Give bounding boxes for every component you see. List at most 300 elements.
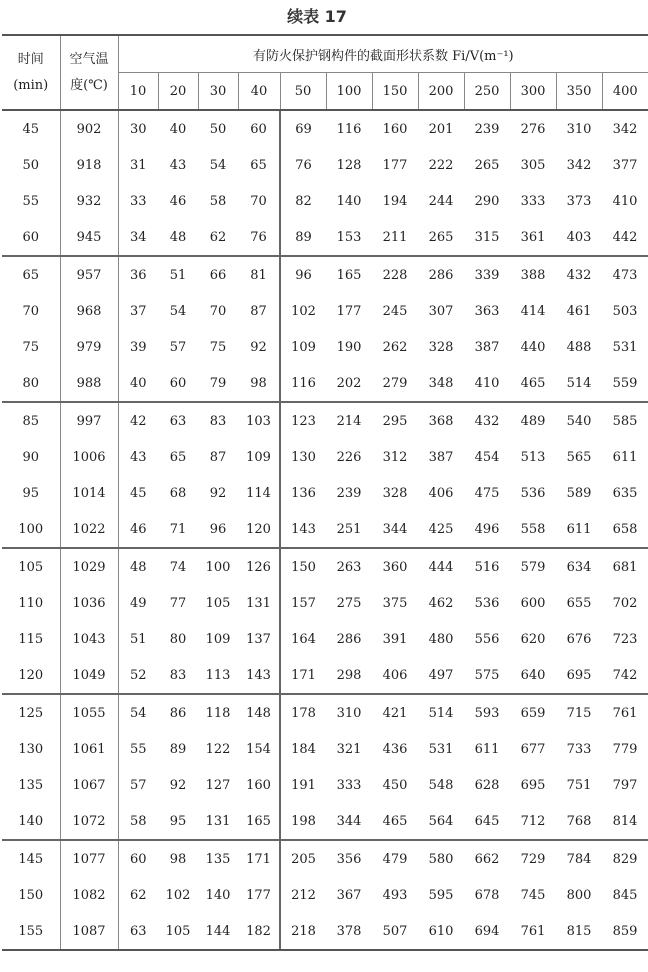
steel-temperature-cell: 360 [382,559,408,575]
steel-temperature-cell: 76 [295,157,312,173]
steel-temperature-cell: 83 [209,413,227,429]
steel-temperature-cell: 251 [326,511,372,548]
time-cell: 145 [2,840,60,877]
air-temperature-cell: 957 [60,256,118,293]
steel-temperature-cell: 178 [291,705,316,721]
air-temperature-cell: 1077 [60,840,118,877]
steel-temperature-cell: 564 [418,803,464,840]
steel-temperature-cell: 425 [418,511,464,548]
time-cell: 135 [2,767,60,803]
air-temperature-cell: 945 [60,219,118,256]
steel-temperature-cell: 89 [169,741,187,757]
column-header: 300 [510,73,556,111]
steel-temperature-cell: 589 [566,485,592,501]
steel-temperature-cell: 40 [118,365,158,402]
steel-temperature-cell: 859 [602,913,648,950]
steel-temperature-cell: 262 [382,339,408,355]
steel-temperature-cell: 96 [295,267,312,283]
steel-temperature-cell: 797 [612,777,638,793]
steel-temperature-cell: 265 [474,157,500,173]
steel-temperature-cell: 600 [520,595,546,611]
air-temperature-cell: 1022 [60,511,118,548]
air-temperature-cell: 918 [60,147,118,183]
steel-temperature-cell: 87 [238,293,280,329]
steel-temperature-cell: 558 [510,511,556,548]
steel-temperature-cell: 60 [129,851,147,867]
temperature-label-1: 空气温 [69,51,109,67]
steel-temperature-cell: 403 [556,219,602,256]
steel-temperature-cell: 102 [291,303,316,319]
steel-temperature-cell: 190 [336,339,362,355]
table-row [2,511,648,548]
steel-temperature-cell: 70 [209,303,227,319]
steel-temperature-cell: 65 [169,449,187,465]
column-header: 200 [418,73,464,111]
steel-temperature-cell: 461 [566,303,592,319]
steel-temperature-cell: 328 [382,485,408,501]
table-row [2,402,648,439]
column-header: 400 [602,73,648,111]
steel-temperature-cell: 245 [382,303,408,319]
steel-temperature-cell: 514 [556,365,602,402]
steel-temperature-cell: 100 [205,559,231,575]
steel-temperature-cell: 678 [474,887,500,903]
table-row [2,767,648,803]
steel-temperature-cell: 497 [418,657,464,694]
steel-temperature-cell: 295 [382,413,408,429]
steel-temperature-cell: 198 [280,803,326,840]
steel-temperature-cell: 310 [336,705,362,721]
table-row [2,219,648,256]
air-temperature-cell: 1006 [60,439,118,475]
steel-temperature-cell: 410 [464,365,510,402]
steel-temperature-cell: 43 [169,157,187,173]
steel-temperature-cell: 153 [326,219,372,256]
steel-temperature-cell: 79 [198,365,238,402]
steel-temperature-cell: 695 [556,657,602,694]
steel-temperature-cell: 275 [336,595,362,611]
steel-temperature-cell: 310 [566,121,592,137]
steel-temperature-cell: 442 [602,219,648,256]
steel-temperature-cell: 171 [238,840,280,877]
steel-temperature-cell: 635 [612,485,638,501]
steel-temperature-cell: 729 [520,851,546,867]
steel-temperature-cell: 71 [158,511,198,548]
steel-temperature-cell: 92 [169,777,187,793]
table-row [2,694,648,731]
time-cell: 70 [2,293,60,329]
steel-temperature-cell: 702 [612,595,638,611]
steel-temperature-cell: 634 [566,559,592,575]
time-cell: 50 [2,147,60,183]
temperature-header [60,35,118,110]
table-row [2,365,648,402]
steel-temperature-cell: 74 [169,559,187,575]
steel-temperature-cell: 516 [474,559,500,575]
steel-temperature-cell: 356 [336,851,362,867]
steel-temperature-cell: 742 [602,657,648,694]
steel-temperature-cell: 432 [474,413,500,429]
steel-temperature-cell: 276 [520,121,546,137]
steel-temperature-cell: 239 [474,121,500,137]
steel-temperature-cell: 92 [238,329,280,365]
steel-temperature-cell: 154 [238,731,280,767]
table-row [2,147,648,183]
table-row [2,183,648,219]
steel-temperature-cell: 140 [205,887,231,903]
steel-temperature-cell: 565 [566,449,592,465]
steel-temperature-cell: 160 [238,767,280,803]
steel-temperature-cell: 514 [428,705,454,721]
steel-temperature-cell: 177 [238,877,280,913]
table-row [2,840,648,877]
steel-temperature-cell: 440 [520,339,546,355]
steel-temperature-cell: 640 [510,657,556,694]
steel-temperature-cell: 98 [169,851,187,867]
steel-temperature-cell: 177 [382,157,408,173]
steel-temperature-cell: 611 [612,449,638,465]
steel-temperature-cell: 333 [520,193,546,209]
steel-temperature-cell: 131 [238,585,280,621]
steel-temperature-cell: 55 [129,741,147,757]
steel-temperature-cell: 339 [474,267,500,283]
steel-temperature-cell: 745 [520,887,546,903]
time-cell: 95 [2,475,60,511]
column-header: 40 [238,73,280,111]
steel-temperature-cell: 444 [428,559,454,575]
table-body [2,110,648,950]
steel-temperature-cell: 761 [612,705,638,721]
steel-temperature-cell: 620 [520,631,546,647]
steel-temperature-cell: 131 [198,803,238,840]
steel-temperature-cell: 144 [198,913,238,950]
steel-temperature-cell: 184 [291,741,316,757]
steel-temperature-cell: 328 [428,339,454,355]
steel-temperature-cell: 81 [238,256,280,293]
time-cell: 120 [2,657,60,694]
steel-temperature-cell: 531 [428,741,454,757]
steel-temperature-cell: 800 [566,887,592,903]
steel-temperature-cell: 40 [169,121,187,137]
steel-temperature-cell: 695 [520,777,546,793]
steel-temperature-cell: 68 [169,485,187,501]
steel-temperature-cell: 465 [510,365,556,402]
table-row [2,585,648,621]
steel-temperature-cell: 218 [280,913,326,950]
air-temperature-cell: 997 [60,402,118,439]
column-header: 350 [556,73,602,111]
steel-temperature-cell: 54 [129,705,147,721]
steel-temperature-cell: 51 [169,267,187,283]
steel-temperature-cell: 307 [428,303,454,319]
steel-temperature-cell: 57 [169,339,187,355]
table-row [2,439,648,475]
column-header: 30 [198,73,238,111]
steel-temperature-cell: 733 [566,741,592,757]
steel-temperature-cell: 559 [602,365,648,402]
steel-temperature-cell: 69 [295,121,312,137]
steel-temperature-cell: 344 [372,511,418,548]
steel-temperature-cell: 290 [474,193,500,209]
steel-temperature-cell: 66 [209,267,227,283]
steel-temperature-cell: 406 [372,657,418,694]
time-cell: 60 [2,219,60,256]
time-cell: 105 [2,548,60,585]
section-factor-group-header: 有防火保护钢构件的截面形状系数 Fi/V(m⁻¹) [118,35,648,73]
steel-temperature-cell: 77 [169,595,187,611]
steel-temperature-cell: 150 [291,559,316,575]
steel-temperature-cell: 114 [238,475,280,511]
steel-temperature-cell: 585 [612,413,638,429]
steel-temperature-cell: 579 [520,559,546,575]
steel-temperature-cell: 83 [158,657,198,694]
steel-temperature-cell: 165 [238,803,280,840]
steel-temperature-cell: 75 [209,339,227,355]
steel-temperature-cell: 191 [291,777,316,793]
steel-temperature-cell: 42 [129,413,147,429]
air-temperature-cell: 988 [60,365,118,402]
steel-temperature-cell: 211 [372,219,418,256]
time-cell: 125 [2,694,60,731]
steel-temperature-cell: 388 [520,267,546,283]
steel-temperature-cell: 48 [129,559,147,575]
steel-temperature-cell: 450 [382,777,408,793]
steel-temperature-cell: 126 [238,548,280,585]
steel-temperature-cell: 658 [602,511,648,548]
steel-temperature-cell: 135 [205,851,231,867]
steel-temperature-cell: 171 [280,657,326,694]
time-cell: 115 [2,621,60,657]
steel-temperature-cell: 201 [428,121,454,137]
air-temperature-cell: 1072 [60,803,118,840]
steel-temperature-cell: 116 [280,365,326,402]
steel-temperature-cell: 513 [520,449,546,465]
steel-temperature-cell: 48 [158,219,198,256]
steel-temperature-cell: 286 [336,631,362,647]
steel-temperature-cell: 214 [336,413,362,429]
steel-temperature-cell: 580 [428,851,454,867]
steel-temperature-cell: 46 [118,511,158,548]
steel-temperature-cell: 52 [118,657,158,694]
steel-temperature-cell: 414 [520,303,546,319]
air-temperature-cell: 1029 [60,548,118,585]
steel-temperature-cell: 321 [336,741,362,757]
steel-temperature-cell: 263 [336,559,362,575]
steel-temperature-cell: 127 [205,777,231,793]
steel-temperature-cell: 387 [428,449,454,465]
steel-temperature-cell: 165 [336,267,362,283]
section-factor-table [2,34,648,951]
steel-temperature-cell: 54 [169,303,187,319]
steel-temperature-cell: 60 [158,365,198,402]
steel-temperature-cell: 536 [474,595,500,611]
air-temperature-cell: 1055 [60,694,118,731]
steel-temperature-cell: 488 [566,339,592,355]
steel-temperature-cell: 113 [198,657,238,694]
time-cell: 45 [2,110,60,147]
steel-temperature-cell: 493 [382,887,408,903]
steel-temperature-cell: 610 [418,913,464,950]
steel-temperature-cell: 575 [464,657,510,694]
steel-temperature-cell: 109 [291,339,316,355]
table-row [2,329,648,365]
steel-temperature-cell: 33 [129,193,147,209]
steel-temperature-cell: 779 [612,741,638,757]
steel-temperature-cell: 63 [118,913,158,950]
steel-temperature-cell: 342 [612,121,638,137]
steel-temperature-cell: 137 [238,621,280,657]
steel-temperature-cell: 51 [129,631,147,647]
column-header: 250 [464,73,510,111]
table-row [2,110,648,147]
steel-temperature-cell: 31 [129,157,147,173]
steel-temperature-cell: 761 [510,913,556,950]
steel-temperature-cell: 60 [238,110,280,147]
steel-temperature-cell: 105 [205,595,231,611]
time-unit: (min) [13,77,49,93]
steel-temperature-cell: 86 [169,705,187,721]
steel-temperature-cell: 65 [238,147,280,183]
steel-temperature-cell: 432 [566,267,592,283]
steel-temperature-cell: 465 [372,803,418,840]
steel-temperature-cell: 45 [129,485,147,501]
steel-temperature-cell: 279 [372,365,418,402]
steel-temperature-cell: 122 [205,741,231,757]
steel-temperature-cell: 595 [428,887,454,903]
steel-temperature-cell: 611 [556,511,602,548]
steel-temperature-cell: 160 [382,121,408,137]
steel-temperature-cell: 82 [295,193,312,209]
steel-temperature-cell: 377 [612,157,638,173]
steel-temperature-cell: 123 [291,413,316,429]
time-cell: 130 [2,731,60,767]
table-row [2,256,648,293]
steel-temperature-cell: 645 [464,803,510,840]
steel-temperature-cell: 58 [118,803,158,840]
steel-temperature-cell: 205 [291,851,316,867]
steel-temperature-cell: 46 [169,193,187,209]
steel-temperature-cell: 58 [209,193,227,209]
steel-temperature-cell: 531 [612,339,638,355]
steel-temperature-cell: 496 [464,511,510,548]
steel-temperature-cell: 164 [291,631,316,647]
steel-temperature-cell: 102 [165,887,191,903]
steel-temperature-cell: 681 [612,559,638,575]
steel-temperature-cell: 536 [520,485,546,501]
steel-temperature-cell: 298 [326,657,372,694]
steel-temperature-cell: 63 [169,413,187,429]
steel-temperature-cell: 49 [129,595,147,611]
time-cell: 90 [2,439,60,475]
steel-temperature-cell: 143 [238,657,280,694]
steel-temperature-cell: 98 [238,365,280,402]
steel-temperature-cell: 815 [556,913,602,950]
steel-temperature-cell: 116 [336,121,362,137]
air-temperature-cell: 1014 [60,475,118,511]
steel-temperature-cell: 556 [474,631,500,647]
steel-temperature-cell: 212 [291,887,316,903]
steel-temperature-cell: 54 [209,157,227,173]
steel-temperature-cell: 92 [209,485,227,501]
steel-temperature-cell: 659 [520,705,546,721]
table-caption: 续表 17 [287,7,347,26]
steel-temperature-cell: 751 [566,777,592,793]
steel-temperature-cell: 611 [474,741,500,757]
steel-temperature-cell: 373 [566,193,592,209]
steel-temperature-cell: 80 [169,631,187,647]
steel-temperature-cell: 712 [510,803,556,840]
air-temperature-cell: 1036 [60,585,118,621]
steel-temperature-cell: 342 [566,157,592,173]
steel-temperature-cell: 143 [280,511,326,548]
steel-temperature-cell: 148 [238,694,280,731]
steel-temperature-cell: 410 [612,193,638,209]
air-temperature-cell: 932 [60,183,118,219]
steel-temperature-cell: 489 [520,413,546,429]
steel-temperature-cell: 676 [566,631,592,647]
steel-temperature-cell: 391 [382,631,408,647]
steel-temperature-cell: 507 [372,913,418,950]
steel-temperature-cell: 348 [418,365,464,402]
time-label: 时间 [17,51,44,67]
steel-temperature-cell: 62 [129,887,147,903]
steel-temperature-cell: 57 [129,777,147,793]
table-row [2,475,648,511]
steel-temperature-cell: 118 [205,705,231,721]
steel-temperature-cell: 239 [336,485,362,501]
steel-temperature-cell: 62 [198,219,238,256]
steel-temperature-cell: 130 [291,449,316,465]
steel-temperature-cell: 829 [612,851,638,867]
air-temperature-cell: 1067 [60,767,118,803]
steel-temperature-cell: 548 [428,777,454,793]
steel-temperature-cell: 70 [238,183,280,219]
steel-temperature-cell: 421 [382,705,408,721]
steel-temperature-cell: 715 [566,705,592,721]
steel-temperature-cell: 194 [382,193,408,209]
steel-temperature-cell: 37 [129,303,147,319]
air-temperature-cell: 1087 [60,913,118,950]
steel-temperature-cell: 363 [474,303,500,319]
steel-temperature-cell: 265 [418,219,464,256]
column-header: 150 [372,73,418,111]
steel-temperature-cell: 103 [238,402,280,439]
steel-temperature-cell: 677 [520,741,546,757]
steel-temperature-cell: 480 [428,631,454,647]
steel-temperature-cell: 387 [474,339,500,355]
steel-temperature-cell: 368 [428,413,454,429]
steel-temperature-cell: 503 [612,303,638,319]
time-cell: 155 [2,913,60,950]
steel-temperature-cell: 344 [326,803,372,840]
steel-temperature-cell: 315 [464,219,510,256]
column-header: 10 [118,73,158,111]
steel-temperature-cell: 375 [382,595,408,611]
steel-temperature-cell: 286 [428,267,454,283]
steel-temperature-cell: 479 [382,851,408,867]
air-temperature-cell: 1043 [60,621,118,657]
table-row [2,293,648,329]
steel-temperature-cell: 361 [510,219,556,256]
steel-temperature-cell: 593 [474,705,500,721]
column-header: 20 [158,73,198,111]
air-temperature-cell: 1061 [60,731,118,767]
time-header [2,35,60,110]
air-temperature-cell: 968 [60,293,118,329]
table-row [2,877,648,913]
steel-temperature-cell: 222 [428,157,454,173]
steel-temperature-cell: 662 [474,851,500,867]
